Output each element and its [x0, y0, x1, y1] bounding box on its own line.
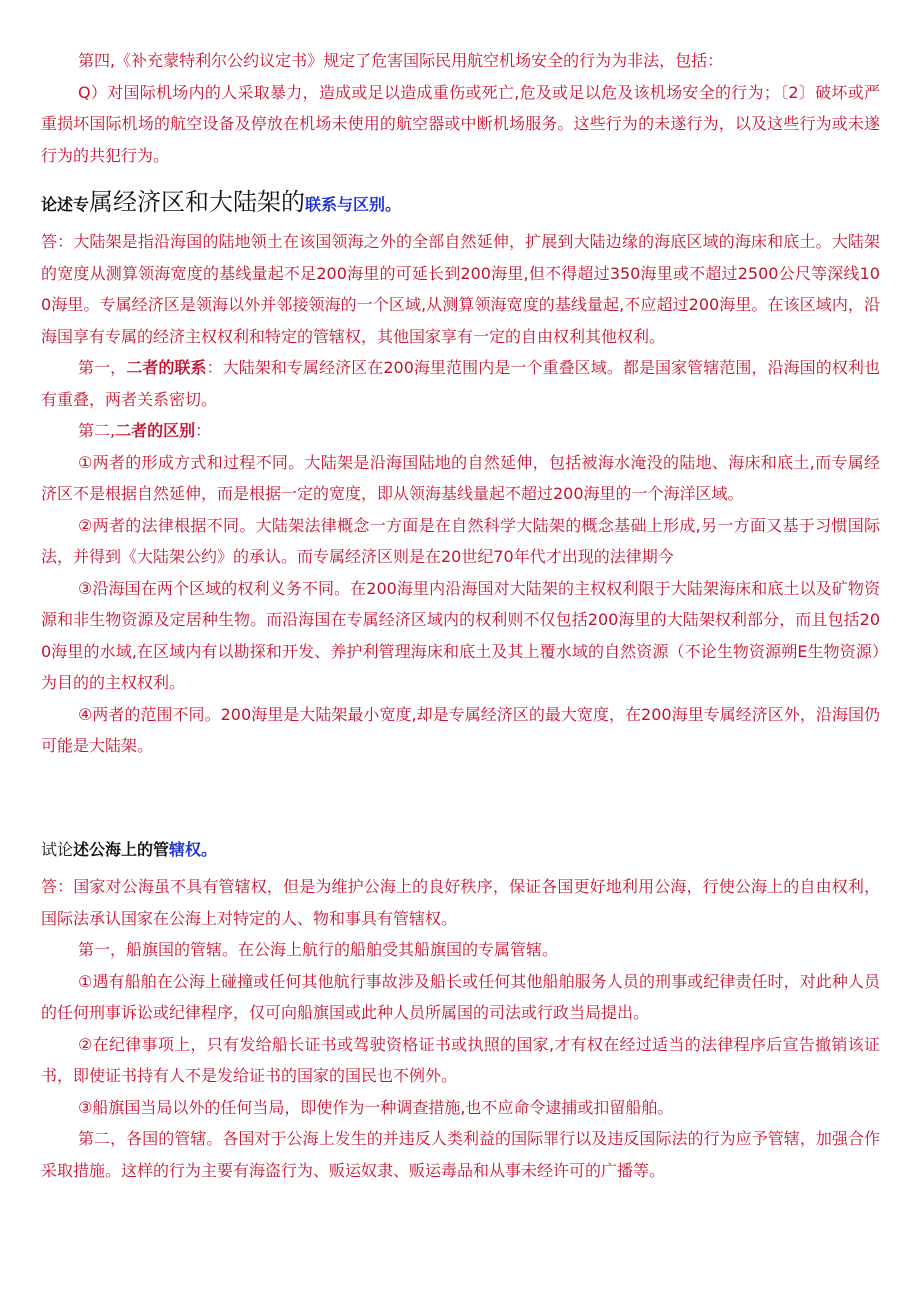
list-item: ④两者的范围不同。200海里是大陆架最小宽度,却是专属经济区的最大宽度，在200海里专属经济区外，沿海国仍可能是大陆架。 [41, 704, 880, 755]
section-heading [41, 185, 880, 222]
paragraph-universal-jurisdiction: 第二，各国的管辖。各国对于公海上发生的并违反人类利益的国际罪行以及违反国际法的行为应予管辖，加强合作采取措施。这样的行为主要有海盗行为、贩运奴隶、贩运毒品和从事未经许可的广播等。 [41, 1129, 880, 1180]
list-item: ①遇有船舶在公海上碰撞或任何其他航行事故涉及船长或任何其他船舶服务人员的刑事或纪律责任时，对此种人员的任何刑事诉讼或纪律程序，仅可向船旗国或此种人员所属国的司法或行政当局提出。 [41, 971, 880, 1022]
paragraph-text: ：大陆架和专属经济区在200海里范围内是一个重叠区域。都是国家管辖范围，沿海国的权利也有重叠，两者关系密切。 [41, 358, 880, 409]
bold-term-relation: 二者的联系 [126, 358, 207, 377]
paragraph-flag-state: 第一，船旗国的管辖。在公海上航行的船舶受其船旗国的专属管辖。 [78, 940, 559, 959]
answer-paragraph: 答：大陆架是指沿海国的陆地领土在该国领海之外的全部自然延伸，扩展到大陆边缘的海底区域的海床和底土。大陆架的宽度从测算领海宽度的基线量起不足200海里的可延长到200海里,但不得超过350海里或不超过2500公尺等深线100海里。专属经济区是领海以外并邻接领海的一个区域,从测算领海宽度的基线量起,不应超过200海里。在该区域内，沿海国享有专属的经济主权权利和特定的管辖权，其他国家享有一定的自由权利其他权利。 [41, 232, 880, 346]
section-eez-continental-shelf [41, 185, 880, 762]
paragraph-prefix: 第二, [78, 421, 116, 440]
paragraph-difference [41, 415, 880, 447]
paragraph-relation [41, 352, 880, 415]
paragraph-text: ： [195, 421, 212, 440]
list-item: ③船旗国当局以外的任何当局，即使作为一种调查措施,也不应命令逮捕或扣留船舶。 [78, 1097, 674, 1117]
section-high-seas-jurisdiction [41, 833, 880, 1186]
heading-part-3: 辖权。 [169, 840, 218, 859]
heading-part-3: 联系与区别。 [305, 195, 402, 214]
list-item: ①两者的形成方式和过程不同。大陆架是沿海国陆地的自然延伸，包括被海水淹没的陆地、海床和底土,而专属经济区不是根据自然延伸，而是根据一定的宽度，即从领海基线量起不超过200海里的一个海洋区域。 [41, 452, 880, 503]
heading-part-2: 述公海上的管 [73, 840, 170, 859]
heading-part-2: 属经济区和大陆架的 [89, 188, 306, 216]
list-item: ②在纪律事项上，只有发给船长证书或驾驶资格证书或执照的国家,才有权在经过适当的法律程序后宣告撤销该证书，即使证书持有人不是发给证书的国家的国民也不例外。 [41, 1034, 880, 1085]
paragraph-protocol-intro: 第四,《补充蒙特利尔公约议定书》规定了危害国际民用航空机场安全的行为为非法，包括： [78, 51, 724, 70]
list-item: ③沿海国在两个区域的权利义务不同。在200海里内沿海国对大陆架的主权权利限于大陆架海床和底土以及矿物资源和非生物资源及定居种生物。而沿海国在专属经济区域内的权利则不仅包括200海里的大陆架权利部分，而且包括200海里的水域,在区域内有以勘探和开发、养护利管理海床和底土及其上覆水域的自然资源（不论生物资源朔E生物资源）为目的的主权权利。 [41, 578, 880, 692]
section-heading [41, 833, 880, 867]
heading-part-1: 论述专 [41, 195, 90, 214]
list-item: ②两者的法律根据不同。大陆架法律概念一方面是在自然科学大陆架的概念基础上形成,另一方面又基于习惯国际法，并得到《大陆架公约》的承认。而专属经济区则是在20世纪70年代才出现的法律期今 [41, 515, 880, 566]
section-airport-safety [41, 45, 880, 171]
heading-part-1: 试论 [41, 840, 74, 859]
paragraph-protocol-acts: Q）对国际机场内的人采取暴力，造成或足以造成重伤或死亡,危及或足以危及该机场安全的行为；〔2〕破坏或严重损坏国际机场的航空设备及停放在机场未使用的航空器或中断机场服务。这些行为的未遂行为，以及这些行为或未遂行为的共犯行为。 [41, 82, 880, 165]
bold-term-difference: 二者的区别 [115, 421, 196, 440]
answer-paragraph: 答：国家对公海虽不具有管辖权，但是为维护公海上的良好秩序，保证各国更好地利用公海，行使公海上的自由权利，国际法承认国家在公海上对特定的人、物和事具有管辖权。 [41, 877, 880, 928]
paragraph-prefix: 第一， [78, 358, 127, 377]
